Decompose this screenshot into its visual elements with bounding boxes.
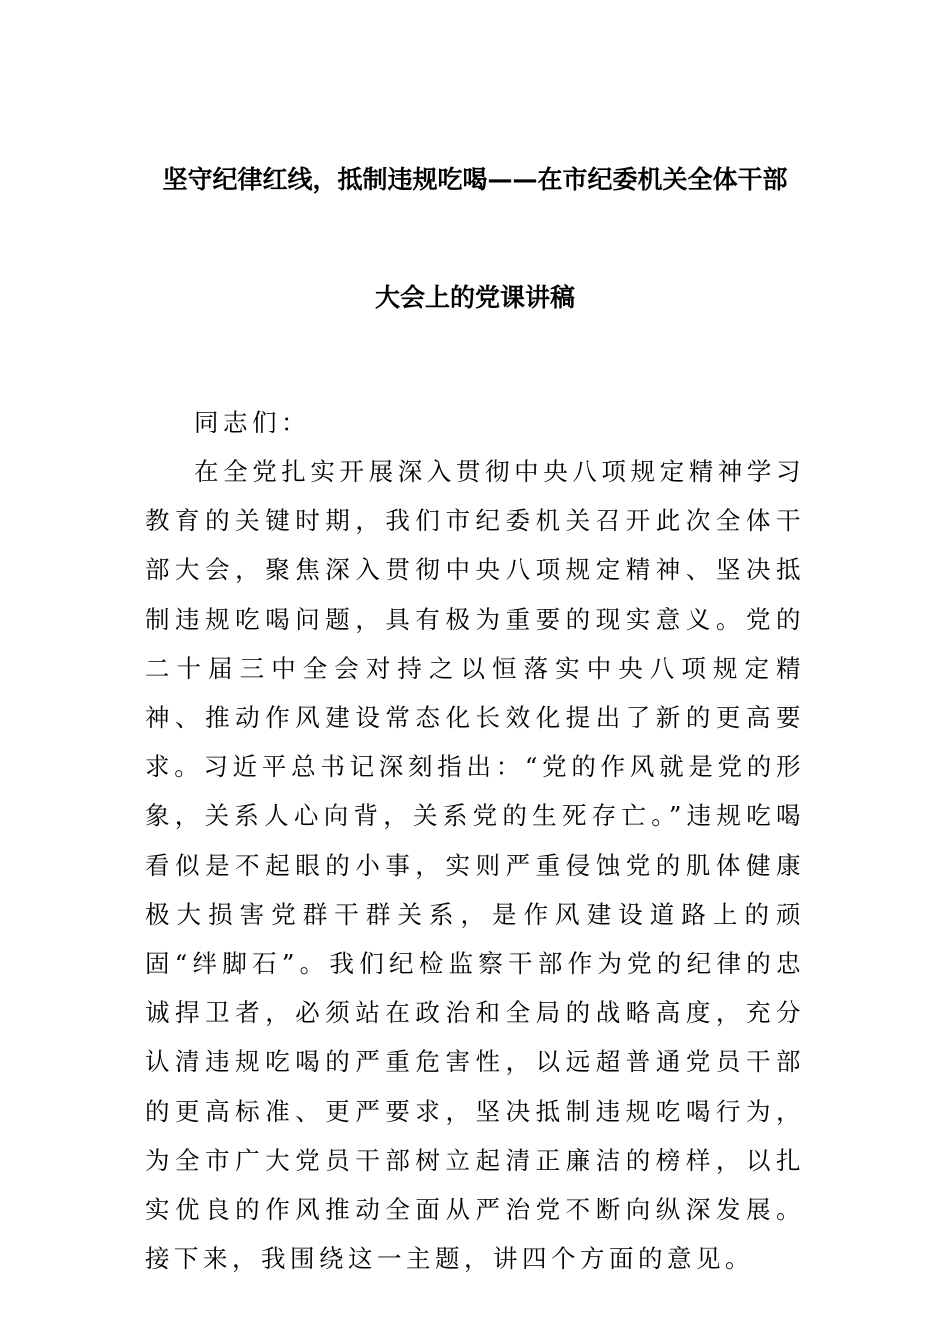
- body-paragraph: 在全党扎实开展深入贯彻中央八项规定精神学习教育的关键时期，我们市纪委机关召开此次全体干部大会，聚焦深入贯彻中央八项规定精神、坚决抵制违规吃喝问题，具有极为重要的现实意义。党的二十届三中全会对持之以恒落实中央八项规定精神、推动作风建设常态化长效化提出了新的更高要求。习近平总书记深刻指出：“党的作风就是党的形象，关系人心向背，关系党的生死存亡。”违规吃喝看似是不起眼的小事，实则严重侵蚀党的肌体健康极大损害党群干群关系，是作风建设道路上的顽固“绊脚石”。我们纪检监察干部作为党的纪律的忠诚捍卫者，必须站在政治和全局的战略高度，充分认清违规吃喝的严重危害性，以远超普通党员干部的更高标准、更严要求，坚决抵制违规吃喝行为，为全市广大党员干部树立起清正廉洁的榜样，以扎实优良的作风推动全面从严治党不断向纵深发展。接下来，我围绕这一主题，讲四个方面的意见。: [145, 457, 805, 1274]
- salutation: 同志们：: [194, 408, 310, 437]
- document-title-line-1: 坚守纪律红线，抵制违规吃喝——在市纪委机关全体干部: [162, 165, 788, 194]
- document-title-line-2: 大会上的党课讲稿: [374, 283, 575, 312]
